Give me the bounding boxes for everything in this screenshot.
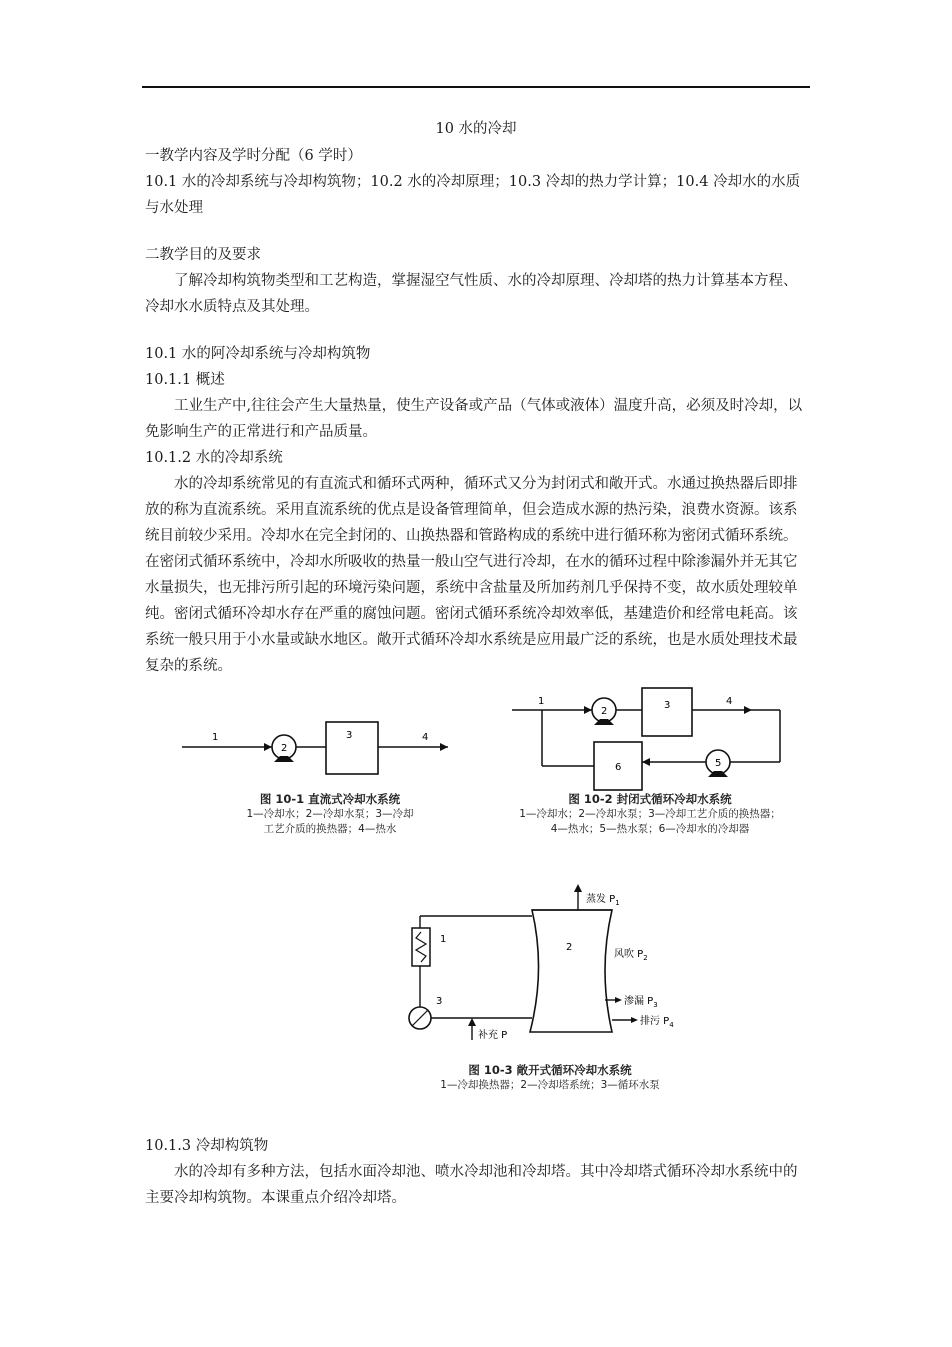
fig1-caption-title: 图 10-1 直流式冷却水系统 <box>259 792 401 806</box>
makeup-label: 补充 P <box>478 1030 508 1041</box>
svg-text:排污 P4: 排污 $P_4$ <box>640 1016 674 1029</box>
fig2-label-4: 4 <box>726 696 733 707</box>
evaporation-label: 蒸发 P <box>586 894 616 905</box>
fig3-label-3: 3 <box>436 996 443 1007</box>
fig2-label-2: 2 <box>601 706 608 717</box>
figure-10-1-caption <box>210 792 450 837</box>
blowdown-label: 排污 P <box>640 1016 670 1027</box>
section-3 <box>145 341 810 679</box>
fig2-label-5: 5 <box>715 758 722 769</box>
fig3-caption-line1: 1—冷却换热器；2—冷却塔系统；3—循环水泵 <box>440 1079 660 1091</box>
section-1 <box>145 143 810 221</box>
section-3-3-body: 水的冷却有多种方法，包括水面冷却池、喷水冷却池和冷却塔。其中冷却塔式循环冷却水系统中的主要冷却构筑物。本课重点介绍冷却塔。 <box>145 1164 798 1206</box>
svg-text:风吹 P2: 风吹 $P_2$ <box>614 949 648 962</box>
fig2-caption-title: 图 10-2 封闭式循环冷却水系统 <box>568 792 732 806</box>
section-3-2-heading: 10.1.2 水的冷却系统 <box>145 450 283 466</box>
fig1-label-2: 2 <box>281 743 288 754</box>
section-3-heading: 10.1 水的阿冷却系统与冷却构筑物 <box>145 346 371 362</box>
windage-label: 风吹 P <box>614 949 644 960</box>
figure-10-3-diagram <box>400 882 700 1042</box>
section-1-heading: 一教学内容及学时分配（6 学时） <box>145 148 362 164</box>
fig3-caption-title: 图 10-3 敞开式循环冷却水系统 <box>468 1063 632 1077</box>
figure-10-2-caption <box>500 792 800 837</box>
fig2-caption-line1: 1—冷却水；2—冷却水泵；3—冷却工艺介质的换热器； <box>519 808 781 820</box>
chapter-title: 10 水的冷却 <box>435 121 517 137</box>
fig3-label-2: 2 <box>566 942 573 953</box>
fig1-caption-line1: 1—冷却水；2—冷却水泵；3—冷却 <box>246 808 414 820</box>
section-3-1-body: 工业生产中,往往会产生大量热量，使生产设备或产品（气体或液体）温度升高，必须及时冷却，以免影响生产的正常进行和产品质量。 <box>145 398 803 440</box>
section-3-3 <box>145 1133 810 1211</box>
section-3-3-heading: 10.1.3 冷却构筑物 <box>145 1138 269 1154</box>
fig1-label-1: 1 <box>212 732 219 743</box>
figure-10-1-diagram <box>180 710 450 790</box>
svg-text:蒸发 P1: 蒸发 $P_1$ <box>586 894 620 907</box>
fig3-label-1: 1 <box>440 934 447 945</box>
fig1-label-3: 3 <box>346 730 353 741</box>
fig2-label-1: 1 <box>538 696 545 707</box>
fig2-label-6: 6 <box>615 762 622 773</box>
svg-text:渗漏 P3: 渗漏 $P_3$ <box>624 996 658 1009</box>
section-2-body: 了解冷却构筑物类型和工艺构造，掌握湿空气性质、水的冷却原理、冷却塔的热力计算基本方程、冷却水水质特点及其处理。 <box>145 273 798 315</box>
section-3-2-body: 水的冷却系统常见的有直流式和循环式两种，循环式又分为封闭式和敞开式。水通过换热器后即排放的称为直流系统。采用直流系统的优点是设备管理简单，但会造成水源的热污染，浪费水资源。该系统目前较少采用。冷却水在完全封闭的、山换热器和管路构成的系统中进行循环称为密闭式循环系统。在密闭式循环系统中，冷却水所吸收的热量一般山空气进行冷却，在水的循环过程中除渗漏外并无其它水量损失，也无排污所引起的环境污染问题，系统中含盐量及所加药剂几乎保持不变，故水质处理较单纯。密闭式循环冷却水存在严重的腐蚀问题。密闭式循环系统冷却效率低，基建造价和经常电耗高。该系统一般只用于小水量或缺水地区。敞开式循环冷却水系统是应用最广泛的系统，也是水质处理技术最复杂的系统。 <box>145 476 798 674</box>
header-rule <box>142 86 810 88</box>
fig1-label-4: 4 <box>422 732 429 743</box>
fig1-caption-line2: 工艺介质的换热器；4—热水 <box>263 823 397 835</box>
figure-10-3-caption <box>390 1063 710 1093</box>
section-2-heading: 二教学目的及要求 <box>145 247 261 263</box>
section-1-body: 10.1 水的冷却系统与冷却构筑物；10.2 水的冷却原理；10.3 冷却的热力学计算；10.4 冷却水的水质与水处理 <box>145 174 801 216</box>
section-3-1-heading: 10.1.1 概述 <box>145 372 225 388</box>
fig2-label-3: 3 <box>664 700 671 711</box>
figure-10-2-diagram <box>512 684 792 794</box>
leakage-label: 渗漏 P <box>624 996 654 1007</box>
fig2-caption-line2: 4—热水；5—热水泵；6—冷却水的冷却器 <box>550 823 750 835</box>
section-2 <box>145 242 810 320</box>
